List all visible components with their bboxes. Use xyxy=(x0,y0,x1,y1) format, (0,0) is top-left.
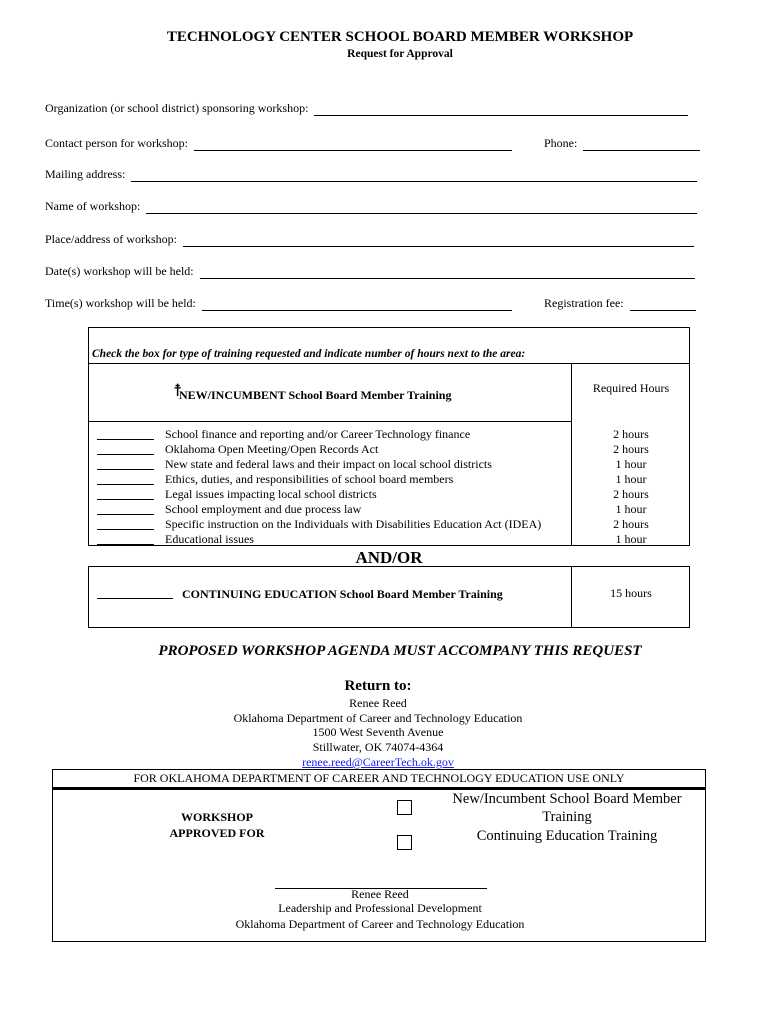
office-use-box xyxy=(52,788,706,942)
list-item xyxy=(89,427,571,442)
item-label: Educational issues xyxy=(165,532,254,546)
phone-label: Phone: xyxy=(544,136,578,150)
dates-row xyxy=(45,264,695,279)
new-incumbent-title: NEW/INCUMBENT School Board Member Training xyxy=(179,388,452,402)
item-label: Ethics, duties, and responsibilities of school board members xyxy=(165,472,454,486)
place-field[interactable] xyxy=(183,234,694,247)
row-divider xyxy=(89,421,571,422)
organization-row xyxy=(45,101,688,116)
item-hours: 2 hours xyxy=(613,487,649,501)
list-item xyxy=(89,532,571,547)
return-name: Renee Reed xyxy=(349,696,407,710)
continuing-education-checkbox[interactable] xyxy=(397,835,412,850)
workshop-text: WORKSHOP xyxy=(180,810,253,824)
cross-icon: ☨ xyxy=(173,381,183,400)
item-hours: 1 hour xyxy=(615,502,647,516)
item-label: Oklahoma Open Meeting/Open Records Act xyxy=(165,442,379,456)
continuing-title: CONTINUING EDUCATION School Board Member Training xyxy=(182,587,503,601)
times-label: Time(s) workshop will be held: xyxy=(45,296,196,310)
workshop-name-row xyxy=(45,199,697,214)
item-label: School employment and due process law xyxy=(165,502,362,516)
signer-name: Renee Reed xyxy=(351,887,409,901)
form-subtitle: Request for Approval xyxy=(347,48,453,60)
list-item xyxy=(89,502,571,517)
return-org: Oklahoma Department of Career and Technology Education xyxy=(233,711,523,725)
item-hours: 2 hours xyxy=(613,427,649,441)
training-instruction: Check the box for type of training requested and indicate number of hours next to the area: xyxy=(92,348,526,360)
mailing-label: Mailing address: xyxy=(45,167,126,181)
new-incumbent-checkbox[interactable] xyxy=(397,800,412,815)
return-email-row xyxy=(0,755,756,770)
place-label: Place/address of workshop: xyxy=(45,232,177,246)
dates-label: Date(s) workshop will be held: xyxy=(45,264,194,278)
list-item xyxy=(89,457,571,472)
required-hours-list xyxy=(571,427,691,547)
mailing-row xyxy=(45,167,697,182)
hours-blank[interactable] xyxy=(97,474,154,485)
agenda-notice: PROPOSED WORKSHOP AGENDA MUST ACCOMPANY THIS REQUEST xyxy=(158,643,642,659)
hours-blank[interactable] xyxy=(97,459,154,470)
place-row xyxy=(45,232,694,247)
hours-blank[interactable] xyxy=(97,429,154,440)
and-or-label: AND/OR xyxy=(355,548,423,567)
item-hours: 1 hour xyxy=(615,457,647,471)
new-incumbent-option xyxy=(433,790,701,826)
new-incumbent-section xyxy=(88,363,690,546)
times-field[interactable] xyxy=(202,298,512,311)
item-hours: 2 hours xyxy=(613,517,649,531)
item-label: School finance and reporting and/or Career Technology finance xyxy=(165,427,471,441)
item-hours: 2 hours xyxy=(613,442,649,456)
list-item xyxy=(89,472,571,487)
workshop-name-label: Name of workshop: xyxy=(45,199,141,213)
mailing-field[interactable] xyxy=(131,169,697,182)
phone-row xyxy=(544,136,700,151)
return-heading: Return to: xyxy=(344,678,412,694)
times-row xyxy=(45,296,512,311)
continuing-education-option: Continuing Education Training xyxy=(476,828,658,844)
training-items xyxy=(89,427,571,547)
item-label: Legal issues impacting local school districts xyxy=(165,487,377,501)
item-label: Specific instruction on the Individuals with Disabilities Education Act (IDEA) xyxy=(165,517,542,531)
item-label: New state and federal laws and their impact on local school districts xyxy=(165,457,492,471)
hours-blank[interactable] xyxy=(97,504,154,515)
continuing-hours: 15 hours xyxy=(610,586,652,600)
training-instruction-box xyxy=(88,327,690,363)
fee-row xyxy=(544,296,696,311)
hours-blank[interactable] xyxy=(97,489,154,500)
office-use-heading: FOR OKLAHOMA DEPARTMENT OF CAREER AND TECHNOLOGY EDUCATION USE ONLY xyxy=(52,769,706,788)
continuing-hours-blank[interactable] xyxy=(97,598,173,599)
signer-title: Leadership and Professional Development xyxy=(278,901,482,915)
hours-blank[interactable] xyxy=(97,534,154,545)
option1-line2: Training xyxy=(542,809,592,825)
hours-blank[interactable] xyxy=(97,444,154,455)
list-item xyxy=(89,487,571,502)
contact-row xyxy=(45,136,512,151)
dates-field[interactable] xyxy=(200,266,695,279)
fee-field[interactable] xyxy=(630,298,696,311)
workshop-name-field[interactable] xyxy=(146,201,697,214)
signer-org: Oklahoma Department of Career and Technology Education xyxy=(235,917,525,931)
return-email-link[interactable]: renee.reed@CareerTech.ok.gov xyxy=(302,755,454,769)
list-item xyxy=(89,517,571,532)
required-hours-heading: Required Hours xyxy=(592,381,670,395)
approved-for-text: APPROVED FOR xyxy=(169,826,265,840)
organization-field[interactable] xyxy=(314,103,688,116)
return-street: 1500 West Seventh Avenue xyxy=(312,725,444,739)
phone-field[interactable] xyxy=(583,138,700,151)
fee-label: Registration fee: xyxy=(544,296,624,310)
item-hours: 1 hour xyxy=(615,472,647,486)
continuing-education-section xyxy=(88,566,690,628)
item-hours: 1 hour xyxy=(615,532,647,546)
return-city: Stillwater, OK 74074-4364 xyxy=(312,740,444,754)
contact-label: Contact person for workshop: xyxy=(45,136,188,150)
organization-label: Organization (or school district) sponsoring workshop: xyxy=(45,101,309,115)
contact-field[interactable] xyxy=(194,138,512,151)
hours-blank[interactable] xyxy=(97,519,154,530)
list-item xyxy=(89,442,571,457)
form-title: TECHNOLOGY CENTER SCHOOL BOARD MEMBER WORKSHOP xyxy=(166,29,634,45)
option1-line1: New/Incumbent School Board Member xyxy=(452,791,682,807)
workshop-approved-label xyxy=(167,809,267,841)
